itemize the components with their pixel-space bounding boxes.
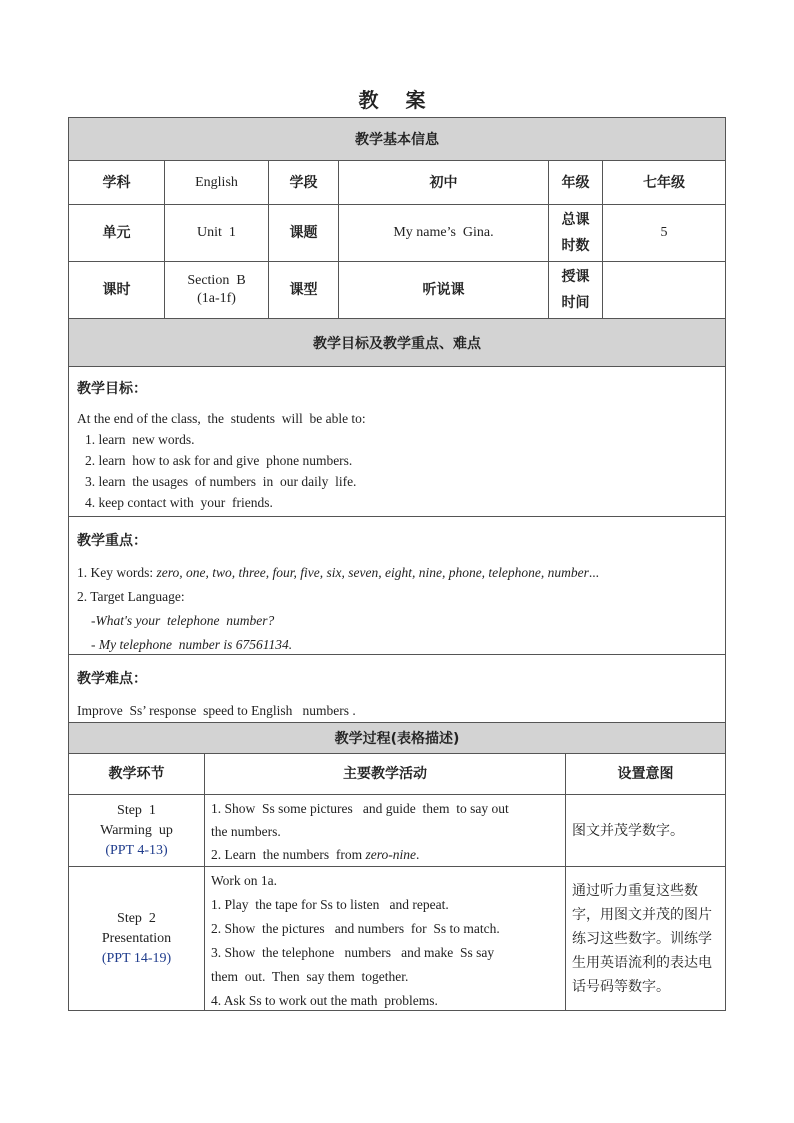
objective-item: 4. keep contact with your friends. xyxy=(85,495,273,510)
subject-label-text: 学科 xyxy=(102,174,131,191)
key-points-label: 教学重点： xyxy=(77,533,147,549)
activity-line: 2. Show the pictures and numbers for Ss to match. xyxy=(211,921,500,936)
page-title: 教 案 xyxy=(358,88,436,112)
col-activity-header xyxy=(204,753,566,795)
step-1-ppt: (PPT 4-13) xyxy=(105,842,168,858)
topic-value xyxy=(338,204,549,262)
basic-info-header xyxy=(68,117,726,161)
unit-value xyxy=(164,204,269,262)
teach-time-value xyxy=(602,261,726,319)
target-language-item: - My telephone number is 67561134. xyxy=(91,637,293,652)
stage-value-text: 初中 xyxy=(429,174,458,191)
objectives-intro: At the end of the class, the students will be able to: xyxy=(77,411,366,426)
stage-label-text: 学段 xyxy=(289,174,318,191)
objective-item: 2. learn how to ask for and give phone numbers. xyxy=(85,453,353,468)
activity-em-suffix: . xyxy=(415,847,420,862)
type-value-text: 听说课 xyxy=(422,282,465,298)
objectives-section xyxy=(68,366,726,517)
teach-time-label-line1: 授课 xyxy=(561,269,590,285)
col-intent-header xyxy=(565,753,726,795)
step-1-name: Step 1 xyxy=(117,802,156,818)
activity-em: zero-nine xyxy=(365,847,416,862)
key-points-section xyxy=(68,516,726,655)
col-stage-header xyxy=(68,753,205,795)
key-words-list: zero, one, two, three, four, five, six, seven, eight, nine, phone, telephone, number xyxy=(156,565,589,580)
grade-label xyxy=(548,160,603,205)
period-value-line1: Section B xyxy=(187,273,246,288)
activity-line: the numbers. xyxy=(211,824,281,839)
step-2-ppt: (PPT 14-19) xyxy=(101,950,172,966)
goals-header-text: 教学目标及教学重点、难点 xyxy=(313,335,481,352)
subject-value xyxy=(164,160,269,205)
step-2-cell xyxy=(68,866,205,1011)
objective-item: 1. learn new words. xyxy=(85,432,195,447)
process-header xyxy=(68,722,726,754)
type-label-text: 课型 xyxy=(289,282,318,298)
activity-line: them out. Then say them together. xyxy=(211,969,409,984)
col-stage-text: 教学环节 xyxy=(108,766,165,782)
key-words-line xyxy=(77,561,717,585)
target-language-item: -What's your telephone number? xyxy=(91,613,275,628)
total-hours-label-line1: 总课 xyxy=(561,212,590,228)
col-activity-text: 主要教学活动 xyxy=(343,766,427,782)
activity-line: Work on 1a. xyxy=(211,873,278,888)
step-1-cell xyxy=(68,794,205,867)
objective-item: 3. learn the usages of numbers in our daily life. xyxy=(85,474,357,489)
step-2-subtitle: Presentation xyxy=(101,930,172,946)
key-words-suffix: ... xyxy=(588,565,600,580)
objectives-label: 教学目标： xyxy=(77,381,147,397)
total-hours-label xyxy=(548,204,603,262)
stage-value xyxy=(338,160,549,205)
step-2-name: Step 2 xyxy=(117,910,156,926)
unit-label xyxy=(68,204,165,262)
topic-label-text: 课题 xyxy=(289,225,318,241)
goals-header xyxy=(68,318,726,367)
period-value xyxy=(164,261,269,319)
period-label-text: 课时 xyxy=(102,282,131,298)
subject-label xyxy=(68,160,165,205)
stage-label xyxy=(268,160,339,205)
teach-time-label xyxy=(548,261,603,319)
type-value xyxy=(338,261,549,319)
difficulties-label: 教学难点： xyxy=(77,671,147,687)
difficulties-text: Improve Ss’ response speed to English numbers . xyxy=(77,703,356,718)
key-words-prefix: 1. Key words: xyxy=(77,565,157,580)
period-label xyxy=(68,261,165,319)
step-1-intent-text: 图文并茂学数字。 xyxy=(572,822,684,839)
basic-info-header-text: 教学基本信息 xyxy=(355,132,439,148)
total-hours-value-text: 5 xyxy=(660,225,668,240)
teach-time-label-line2: 时间 xyxy=(561,295,590,311)
type-label xyxy=(268,261,339,319)
target-language-label: 2. Target Language: xyxy=(77,589,185,604)
topic-value-text: My name’s Gina. xyxy=(393,225,494,240)
grade-value-text: 七年级 xyxy=(643,174,685,191)
step-2-intent-text: 通过听力重复这些数字，用图文并茂的图片练习这些数字。训练学生用英语流利的表达电话号码等数字。 xyxy=(572,882,712,995)
col-intent-text: 设置意图 xyxy=(617,766,674,782)
activity-line: 4. Ask Ss to work out the math problems. xyxy=(211,993,438,1008)
step-1-subtitle: Warming up xyxy=(100,822,173,838)
topic-label xyxy=(268,204,339,262)
activity-line: 1. Play the tape for Ss to listen and repeat. xyxy=(211,897,449,912)
process-header-text: 教学过程(表格描述) xyxy=(334,731,460,747)
activity-line: 1. Show Ss some pictures and guide them to say out xyxy=(211,801,509,816)
grade-value xyxy=(602,160,726,205)
unit-label-text: 单元 xyxy=(102,225,131,241)
grade-label-text: 年级 xyxy=(561,174,590,191)
activity-line: 3. Show the telephone numbers and make Ss say xyxy=(211,945,495,960)
step-2-intent xyxy=(565,866,726,1011)
subject-value-text: English xyxy=(195,174,238,190)
step-2-activities xyxy=(204,866,566,1011)
step-1-activities xyxy=(204,794,566,867)
step-1-intent xyxy=(565,794,726,867)
total-hours-label-line2: 时数 xyxy=(561,238,590,254)
unit-value-text: Unit 1 xyxy=(197,225,236,240)
activity-line-with-em xyxy=(211,843,559,866)
period-value-line2: (1a-1f) xyxy=(197,291,236,306)
activity-line-text: 2. Learn the numbers from xyxy=(211,847,366,862)
difficulties-section xyxy=(68,654,726,723)
total-hours-value xyxy=(602,204,726,262)
